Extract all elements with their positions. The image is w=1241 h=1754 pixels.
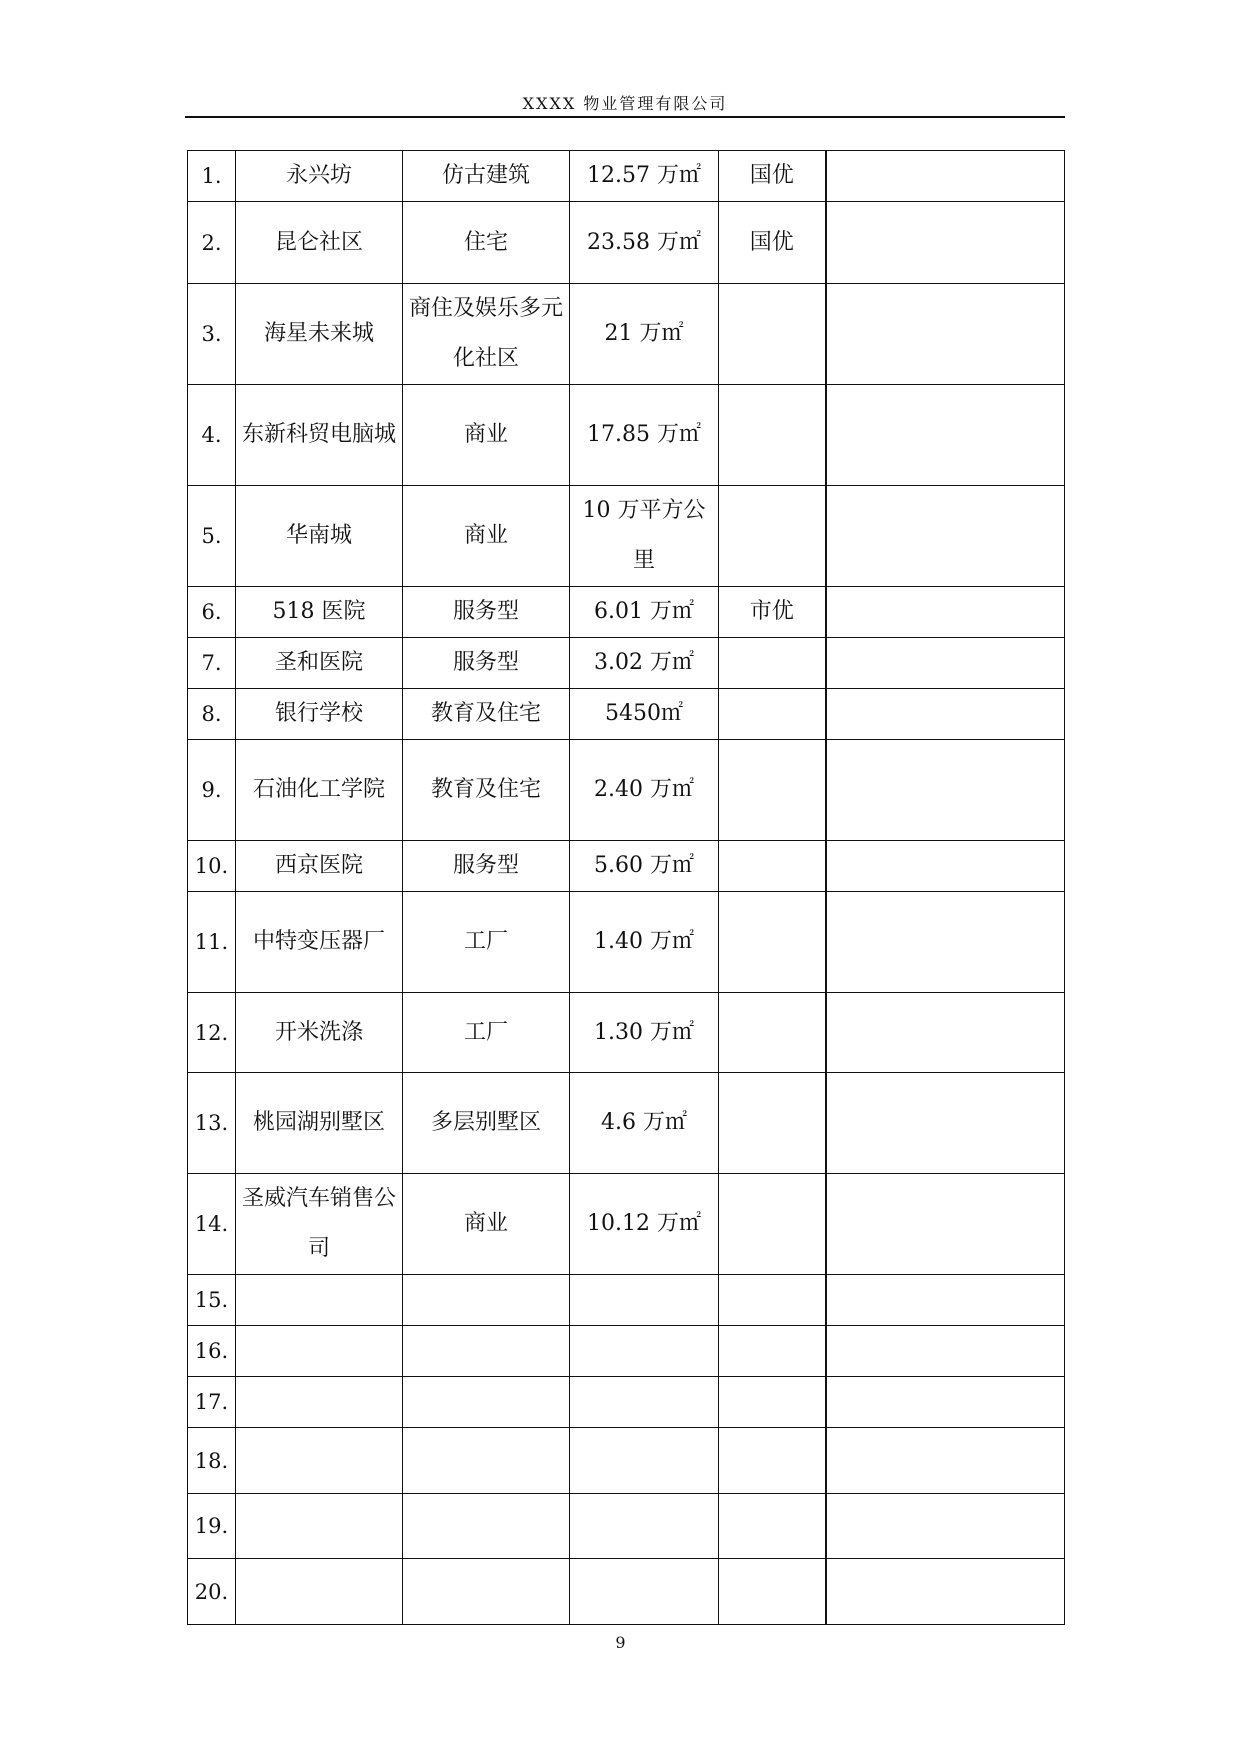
property-type: 商业 (403, 385, 570, 486)
project-name (236, 1326, 403, 1377)
project-name: 昆仑社区 (236, 202, 403, 284)
property-type: 工厂 (403, 892, 570, 993)
row-number: 1. (188, 151, 236, 202)
table-row (188, 1073, 1065, 1174)
row-number: 17. (188, 1377, 236, 1428)
award-rating (719, 1559, 826, 1625)
project-name (236, 1377, 403, 1428)
award-rating (719, 740, 826, 841)
note-cell (826, 892, 1065, 993)
area-value: 23.58 万㎡ (570, 202, 719, 284)
note-cell (826, 151, 1065, 202)
row-number: 20. (188, 1559, 236, 1625)
property-type: 服务型 (403, 841, 570, 892)
table-row (188, 202, 1065, 284)
project-name: 石油化工学院 (236, 740, 403, 841)
project-name (236, 1275, 403, 1326)
row-number: 2. (188, 202, 236, 284)
project-name: 圣和医院 (236, 638, 403, 689)
row-number: 14. (188, 1174, 236, 1275)
area-value: 10 万平方公里 (570, 486, 719, 587)
note-cell (826, 486, 1065, 587)
table-row (188, 385, 1065, 486)
note-cell (826, 202, 1065, 284)
row-number: 6. (188, 587, 236, 638)
note-cell (826, 1428, 1065, 1494)
property-type: 仿古建筑 (403, 151, 570, 202)
project-name: 东新科贸电脑城 (236, 385, 403, 486)
property-type: 服务型 (403, 638, 570, 689)
award-rating (719, 284, 826, 385)
award-rating (719, 993, 826, 1073)
note-cell (826, 1174, 1065, 1275)
property-type (403, 1494, 570, 1559)
table-row (188, 1559, 1065, 1625)
table-row (188, 1174, 1065, 1275)
property-type (403, 1559, 570, 1625)
area-value: 2.40 万㎡ (570, 740, 719, 841)
table-row (188, 993, 1065, 1073)
area-value (570, 1494, 719, 1559)
award-rating (719, 1428, 826, 1494)
project-name: 华南城 (236, 486, 403, 587)
projects-table-body (188, 151, 1065, 1625)
project-name: 海星未来城 (236, 284, 403, 385)
area-value: 1.40 万㎡ (570, 892, 719, 993)
property-type: 工厂 (403, 993, 570, 1073)
note-cell (826, 1073, 1065, 1174)
project-name (236, 1428, 403, 1494)
row-number: 10. (188, 841, 236, 892)
row-number: 3. (188, 284, 236, 385)
area-value (570, 1377, 719, 1428)
table-row (188, 1377, 1065, 1428)
award-rating: 市优 (719, 587, 826, 638)
award-rating (719, 486, 826, 587)
award-rating (719, 689, 826, 740)
table-row (188, 638, 1065, 689)
row-number: 18. (188, 1428, 236, 1494)
table-row (188, 740, 1065, 841)
note-cell (826, 993, 1065, 1073)
area-value: 6.01 万㎡ (570, 587, 719, 638)
property-type (403, 1377, 570, 1428)
area-value: 12.57 万㎡ (570, 151, 719, 202)
project-name: 中特变压器厂 (236, 892, 403, 993)
table-row (188, 284, 1065, 385)
table-row (188, 486, 1065, 587)
table-row (188, 1326, 1065, 1377)
area-value (570, 1275, 719, 1326)
page-header: XXXX 物业管理有限公司 (522, 94, 728, 113)
row-number: 13. (188, 1073, 236, 1174)
property-type: 服务型 (403, 587, 570, 638)
project-name: 桃园湖别墅区 (236, 1073, 403, 1174)
row-number: 11. (188, 892, 236, 993)
row-number: 15. (188, 1275, 236, 1326)
project-name (236, 1494, 403, 1559)
row-number: 12. (188, 993, 236, 1073)
row-number: 4. (188, 385, 236, 486)
property-type: 商业 (403, 1174, 570, 1275)
area-value: 21 万㎡ (570, 284, 719, 385)
award-rating (719, 1377, 826, 1428)
award-rating (719, 1275, 826, 1326)
property-type: 住宅 (403, 202, 570, 284)
property-type: 商业 (403, 486, 570, 587)
note-cell (826, 841, 1065, 892)
project-name: 圣威汽车销售公司 (236, 1174, 403, 1275)
row-number: 16. (188, 1326, 236, 1377)
table-row (188, 1275, 1065, 1326)
table-row (188, 689, 1065, 740)
property-type: 商住及娱乐多元化社区 (403, 284, 570, 385)
project-name: 银行学校 (236, 689, 403, 740)
note-cell (826, 1275, 1065, 1326)
area-value: 10.12 万㎡ (570, 1174, 719, 1275)
row-number: 9. (188, 740, 236, 841)
table-row (188, 1428, 1065, 1494)
note-cell (826, 1377, 1065, 1428)
property-type (403, 1275, 570, 1326)
table-row (188, 587, 1065, 638)
table-row (188, 1494, 1065, 1559)
table-row (188, 892, 1065, 993)
page-number: 9 (615, 1633, 626, 1652)
note-cell (826, 284, 1065, 385)
table-row (188, 151, 1065, 202)
row-number: 8. (188, 689, 236, 740)
note-cell (826, 385, 1065, 486)
project-name: 西京医院 (236, 841, 403, 892)
award-rating (719, 1326, 826, 1377)
note-cell (826, 638, 1065, 689)
award-rating (719, 638, 826, 689)
area-value: 5.60 万㎡ (570, 841, 719, 892)
area-value (570, 1428, 719, 1494)
header-rule (185, 116, 1065, 118)
area-value (570, 1326, 719, 1377)
award-rating (719, 1073, 826, 1174)
award-rating (719, 892, 826, 993)
award-rating: 国优 (719, 202, 826, 284)
projects-table (187, 150, 1065, 1625)
note-cell (826, 740, 1065, 841)
area-value: 4.6 万㎡ (570, 1073, 719, 1174)
area-value: 5450㎡ (570, 689, 719, 740)
area-value: 3.02 万㎡ (570, 638, 719, 689)
award-rating (719, 1494, 826, 1559)
project-name: 开米洗涤 (236, 993, 403, 1073)
project-name: 永兴坊 (236, 151, 403, 202)
area-value: 17.85 万㎡ (570, 385, 719, 486)
row-number: 7. (188, 638, 236, 689)
property-type: 多层别墅区 (403, 1073, 570, 1174)
award-rating (719, 841, 826, 892)
area-value (570, 1559, 719, 1625)
table-row (188, 841, 1065, 892)
award-rating (719, 385, 826, 486)
award-rating: 国优 (719, 151, 826, 202)
project-name (236, 1559, 403, 1625)
property-type: 教育及住宅 (403, 689, 570, 740)
area-value: 1.30 万㎡ (570, 993, 719, 1073)
note-cell (826, 689, 1065, 740)
award-rating (719, 1174, 826, 1275)
row-number: 5. (188, 486, 236, 587)
property-type (403, 1326, 570, 1377)
note-cell (826, 1326, 1065, 1377)
row-number: 19. (188, 1494, 236, 1559)
property-type: 教育及住宅 (403, 740, 570, 841)
note-cell (826, 1559, 1065, 1625)
property-type (403, 1428, 570, 1494)
note-cell (826, 587, 1065, 638)
note-cell (826, 1494, 1065, 1559)
project-name: 518 医院 (236, 587, 403, 638)
